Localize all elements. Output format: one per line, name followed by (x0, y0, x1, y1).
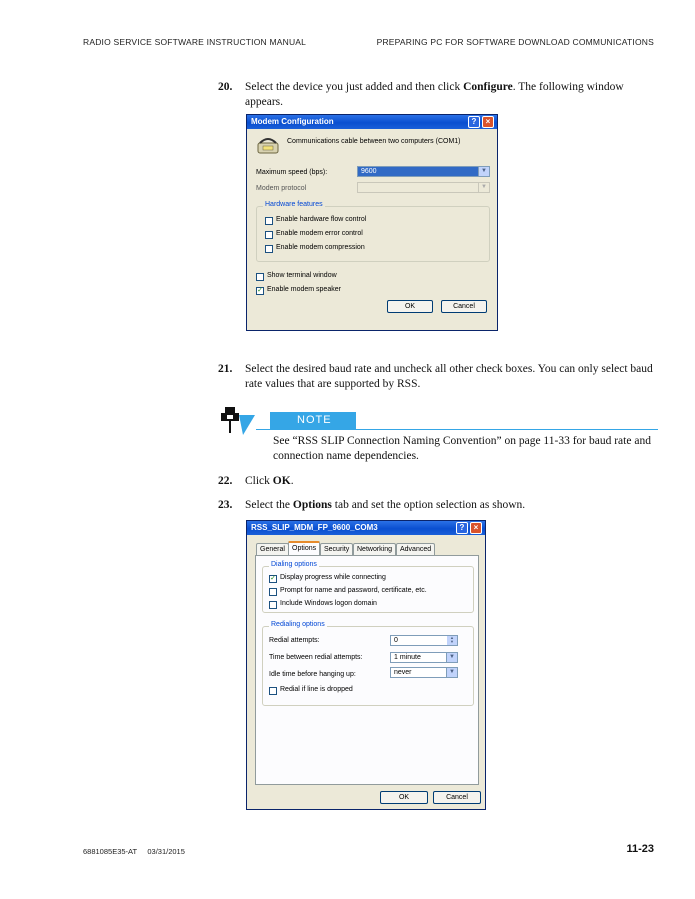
step-text: Select the Options tab and set the option selection as shown. (245, 499, 526, 511)
hardware-features-group (256, 201, 490, 262)
idle-time-label: Idle time before hanging up: (269, 671, 356, 678)
redial-attempts-label: Redial attempts: (269, 637, 320, 644)
dialog-titlebar (247, 115, 497, 129)
tab-general[interactable]: General (256, 543, 289, 555)
help-icon[interactable]: ? (456, 522, 468, 534)
close-icon[interactable]: × (482, 116, 494, 128)
help-icon[interactable]: ? (468, 116, 480, 128)
ok-button[interactable]: OK (380, 791, 428, 804)
tab-networking[interactable]: Networking (353, 543, 396, 555)
checkbox-label: Enable modem speaker (267, 286, 341, 293)
options-tab-panel (255, 555, 479, 785)
prompt-credentials-checkbox[interactable] (269, 588, 277, 596)
step-21 (218, 362, 658, 394)
cancel-button[interactable]: Cancel (441, 300, 487, 313)
step-number: 22. (218, 475, 233, 487)
checkbox-label: Display progress while connecting (280, 574, 386, 581)
device-name: Communications cable between two computers (COM1) (287, 138, 461, 145)
step-number: 23. (218, 499, 233, 511)
checkbox-label: Enable modem compression (276, 244, 365, 251)
modem-configuration-dialog (246, 114, 498, 331)
group-title: Redialing options (271, 621, 325, 628)
step-23 (218, 498, 658, 514)
chevron-down-icon[interactable]: ▼ (478, 167, 489, 176)
checkbox-label: Enable modem error control (276, 230, 363, 237)
step-text: Select the desired baud rate and uncheck all other check boxes. You can only select baud rate values that are supported by RSS. (245, 363, 653, 390)
checkbox-label: Show terminal window (267, 272, 337, 279)
group-title: Dialing options (271, 561, 317, 568)
step-number: 20. (218, 81, 233, 93)
max-speed-label: Maximum speed (bps): (256, 169, 328, 176)
max-speed-select[interactable]: 9600 ▼ (357, 166, 490, 177)
display-progress-checkbox[interactable]: ✓ (270, 575, 276, 582)
connection-properties-dialog (246, 520, 486, 810)
modem-protocol-label: Modem protocol (256, 185, 307, 192)
step-text: Select the device you just added and then click Configure. The following window appears. (245, 81, 624, 108)
time-between-label: Time between redial attempts: (269, 654, 363, 661)
checkbox-label: Redial if line is dropped (280, 686, 353, 693)
chevron-down-icon[interactable]: ▼ (446, 668, 457, 677)
hw-flow-control-checkbox[interactable] (265, 217, 273, 225)
ok-button[interactable]: OK (387, 300, 433, 313)
time-between-select[interactable]: 1 minute ▼ (390, 652, 458, 663)
redialing-options-group (262, 621, 474, 706)
modem-protocol-select[interactable] (357, 182, 490, 193)
show-terminal-checkbox[interactable] (256, 273, 264, 281)
note-divider (256, 429, 658, 430)
dialog-title: Modem Configuration (251, 117, 334, 126)
tab-advanced[interactable]: Advanced (396, 543, 435, 555)
group-title: Hardware features (265, 201, 323, 208)
idle-time-select[interactable]: never ▼ (390, 667, 458, 678)
spinner-arrows-icon[interactable]: ▲ ▼ (447, 636, 457, 645)
header-manual-title: RADIO SERVICE SOFTWARE INSTRUCTION MANUAL (83, 37, 307, 47)
error-control-checkbox[interactable] (265, 231, 273, 239)
cancel-button[interactable]: Cancel (433, 791, 481, 804)
dialog-title: RSS_SLIP_MDM_FP_9600_COM3 (251, 523, 378, 532)
compression-checkbox[interactable] (265, 245, 273, 253)
modem-icon (257, 137, 279, 155)
redial-dropped-checkbox[interactable] (269, 687, 277, 695)
logon-domain-checkbox[interactable] (269, 601, 277, 609)
tab-options[interactable]: Options (288, 541, 320, 555)
note-label: NOTE (270, 412, 356, 429)
dialog-titlebar (247, 521, 485, 535)
step-text: Click OK. (245, 475, 294, 487)
checkbox-label: Include Windows logon domain (280, 600, 377, 607)
close-icon[interactable]: × (470, 522, 482, 534)
step-22 (218, 474, 658, 490)
chevron-down-icon[interactable]: ▼ (478, 183, 489, 192)
modem-speaker-checkbox[interactable]: ✓ (257, 287, 263, 294)
document-number: 6881085E35-AT 03/31/2015 (83, 847, 185, 856)
chevron-down-icon[interactable]: ▼ (446, 653, 457, 662)
note-text: See “RSS SLIP Connection Naming Convention” on page 11-33 for baud rate and connection name dependencies. (273, 435, 651, 462)
checkbox-label: Prompt for name and password, certificate, etc. (280, 587, 427, 594)
step-number: 21. (218, 363, 233, 375)
page-number: 11-23 (626, 843, 654, 855)
dialing-options-group (262, 561, 474, 613)
header-section-title: PREPARING PC FOR SOFTWARE DOWNLOAD COMMUNICATIONS (376, 37, 654, 47)
checkbox-label: Enable hardware flow control (276, 216, 367, 223)
tab-security[interactable]: Security (320, 543, 353, 555)
note-pushpin-icon (219, 405, 255, 439)
redial-attempts-spinner[interactable]: 0 ▲ ▼ (390, 635, 458, 646)
